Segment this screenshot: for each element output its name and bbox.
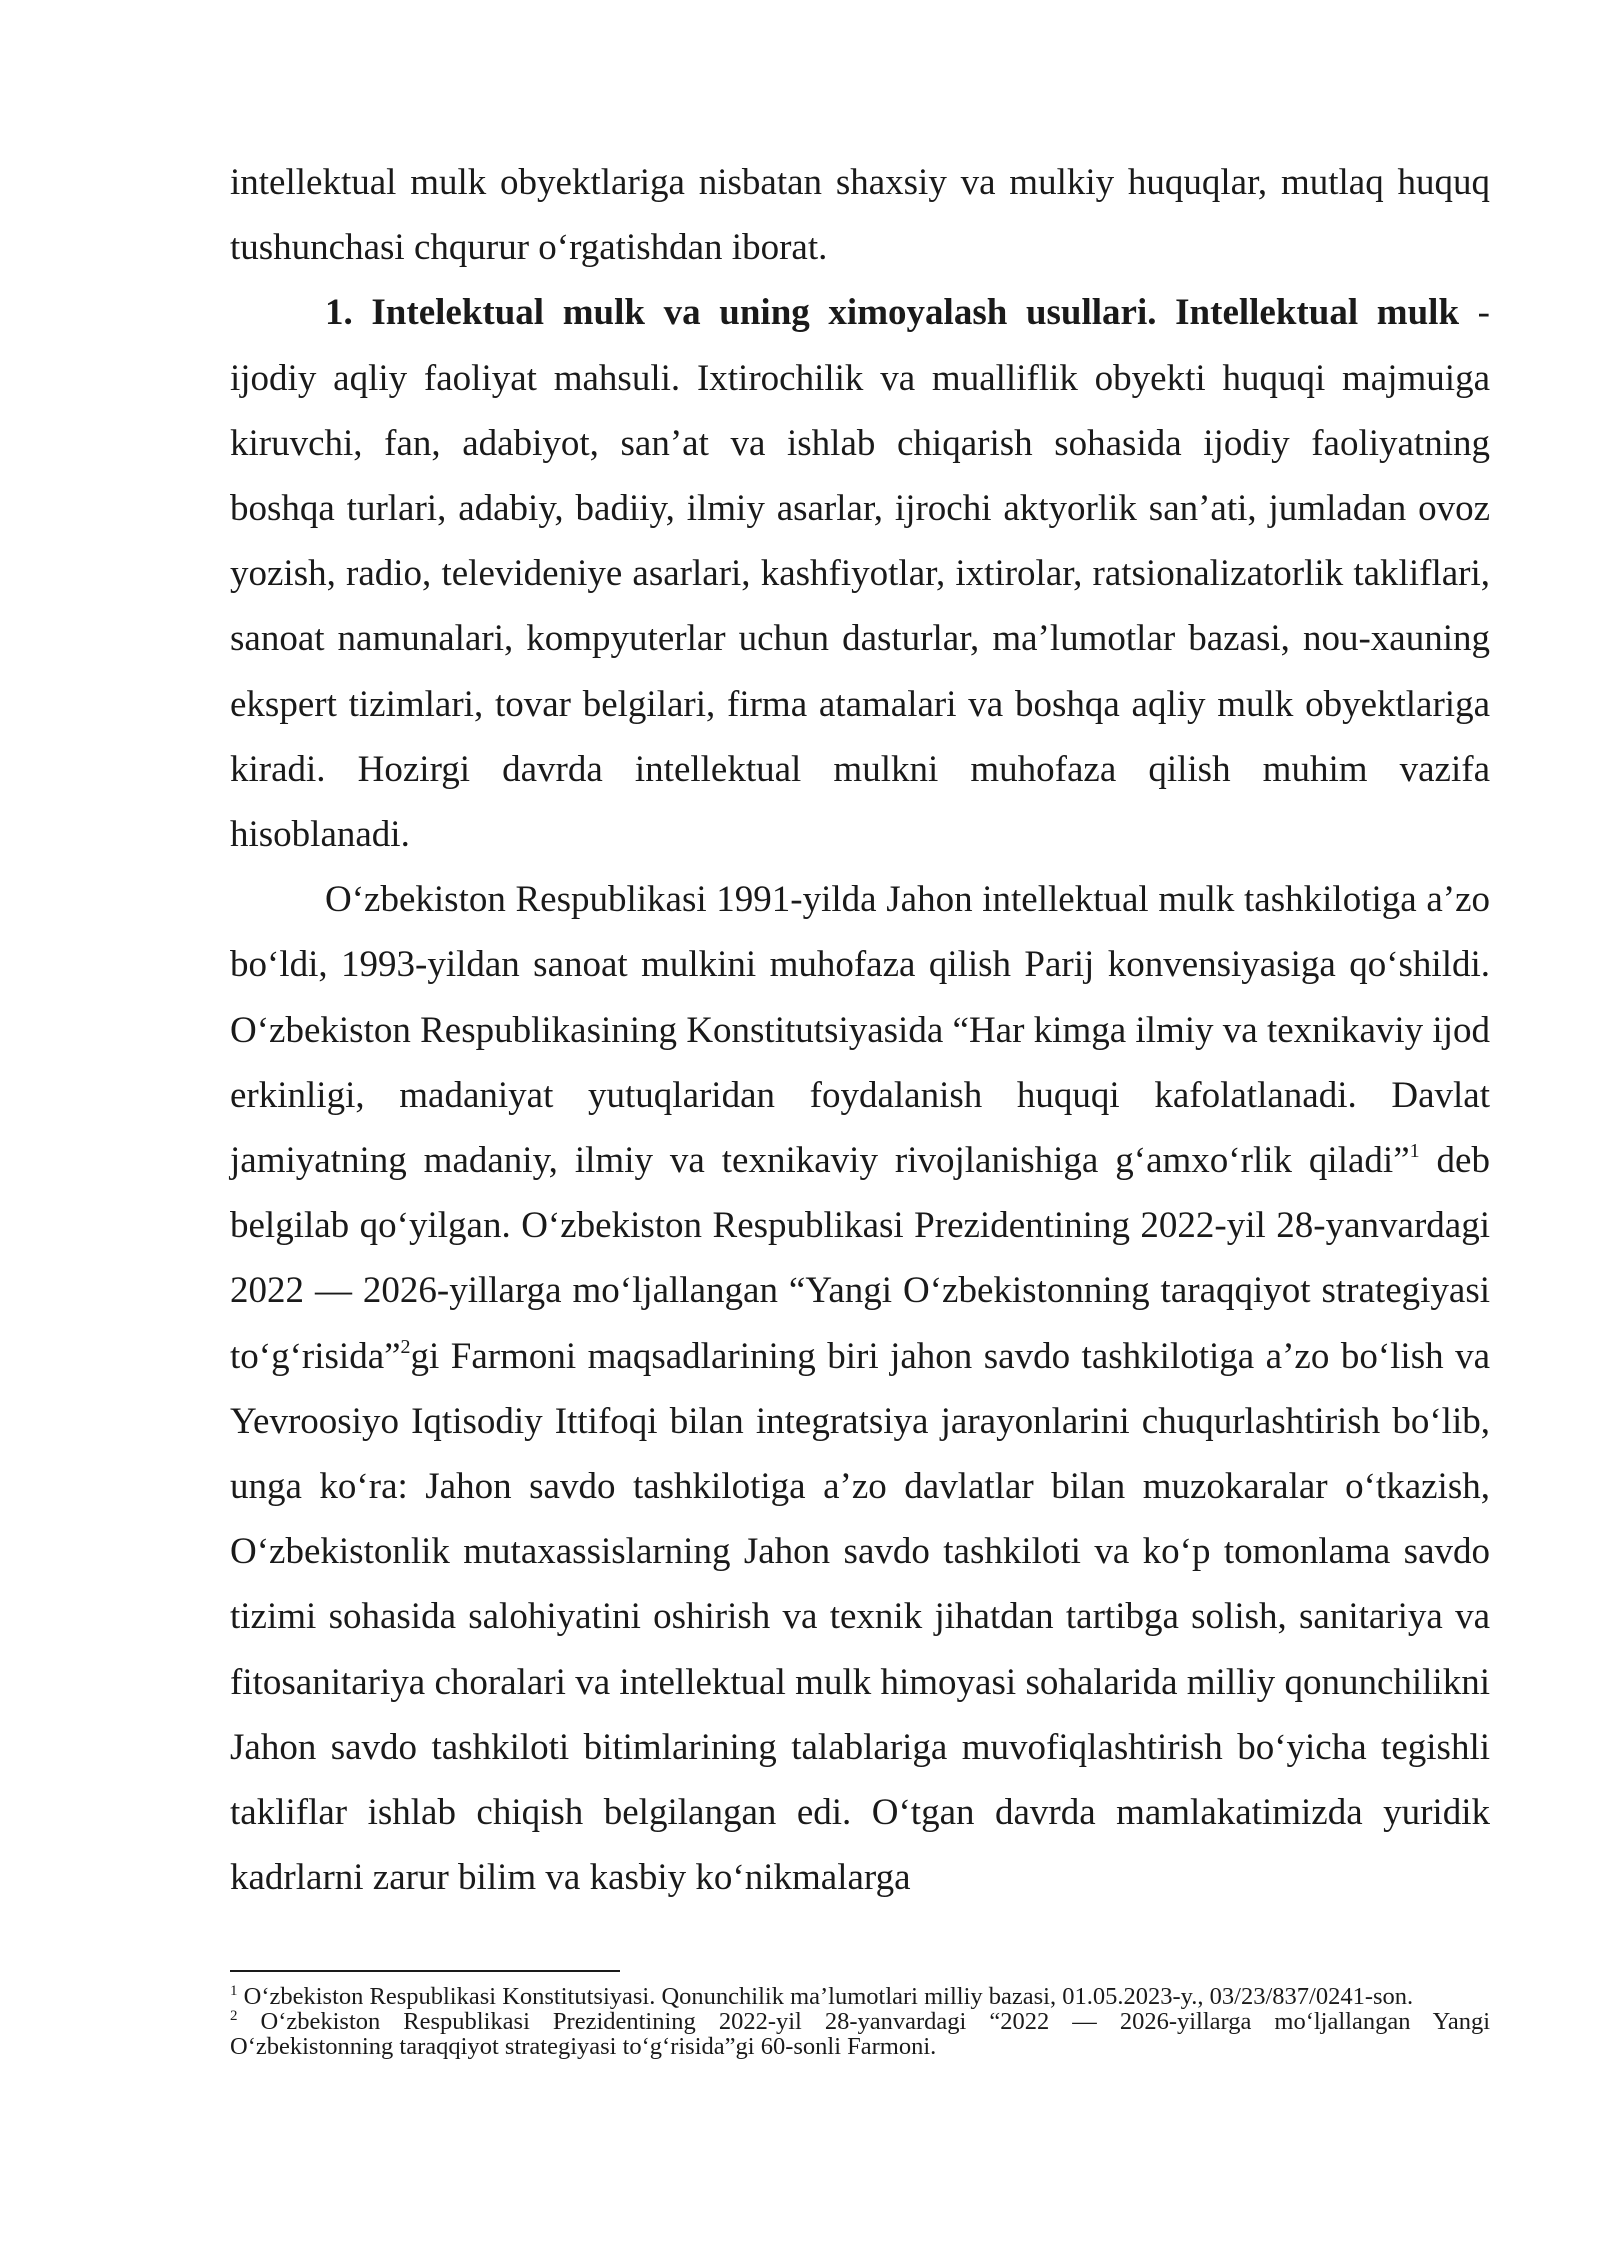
footnote-ref-1[interactable]: 1 [1409, 1140, 1420, 1163]
p2-text-3: gi Farmoni maqsadlarining biri jahon savdo tashkilotiga a’zo boʻlish va Yevroosiyo Iqtisodiy Ittifoqi bilan integratsiya jarayonlarini chuqurlashtirish boʻlib, unga koʻra: Jahon savdo tashkilotiga a’zo davlatlar bilan muzokaralar oʻtkazish, Oʻzbekistonlik mutaxassislarning Jahon savdo tashkiloti va koʻp tomonlama savdo tizimi sohasida salohiyatini oshirish va texnik jihatdan tartibga solish, sanitariya va fitosanitariya choralari va intellektual mulk himoyasi sohalarida milliy qonunchilikni Jahon savdo tashkiloti bitimlarining talablariga muvofiqlashtirish boʻyicha tegishli takliflar ishlab chiqish belgilangan edi. Oʻtgan davrda mamlakatimizda yuridik kadrlarni zarur bilim va kasbiy koʻnikmalarga [230, 1335, 1490, 1899]
footnote-1-text: Oʻzbekiston Respublikasi Konstitutsiyasi. Qonunchilik ma’lumotlari milliy bazasi, 01.05.2023-y., 03/23/837/0241-son. [237, 1983, 1414, 2010]
section1-paragraph [230, 280, 1490, 867]
footnote-1-mark: 1 [230, 1983, 238, 1999]
p2-text-2: deb belgilab qoʻyilgan. Oʻzbekiston Respublikasi Prezidentining 2022-yil 28-yanvardagi 2022 — 2026-yillarga moʻljallangan “Yangi Oʻzbekistonning taraqqiyot strategiyasi toʻgʻrisida” [230, 1140, 1490, 1377]
document-body [230, 150, 1490, 1910]
footnote-2 [230, 2009, 1490, 2059]
footnotes [230, 1970, 1490, 2059]
intro-paragraph [230, 150, 1490, 280]
footnote-1 [230, 1984, 1490, 2009]
footnote-2-mark: 2 [230, 2008, 238, 2024]
paragraph-2 [230, 867, 1490, 1910]
footnote-separator [230, 1970, 620, 1972]
footnote-2-text: Oʻzbekiston Respublikasi Prezidentining 2022-yil 28-yanvardagi “2022 — 2026-yillarga moʻljallangan Yangi Oʻzbekistonning taraqqiyot strategiyasi toʻgʻrisida”gi 60-sonli Farmoni. [230, 2008, 1490, 2060]
footnote-ref-2[interactable]: 2 [400, 1335, 411, 1358]
p2-text-1: Oʻzbekiston Respublikasi 1991-yilda Jahon intellektual mulk tashkilotiga a’zo boʻldi, 1993-yildan sanoat mulkini muhofaza qilish Parij konvensiyasiga qoʻshildi. Oʻzbekiston Respublikasining Konstitutsiyasida “Har kimga ilmiy va texnikaviy ijod erkinligi, madaniyat yutuqlaridan foydalanish huquqi kafolatlanadi. Davlat jamiyatning madaniy, ilmiy va texnikaviy rivojlanishiga gʻamxoʻrlik qiladi” [230, 879, 1490, 1182]
section1-heading: 1. Intelektual mulk va uning ximoyalash usullari. Intellektual mulk [325, 292, 1460, 334]
intro-text: intellektual mulk obyektlariga nisbatan shaxsiy va mulkiy huquqlar, mutlaq huquq tushunchasi chqurur oʻrgatishdan iborat. [230, 162, 1490, 269]
section1-text: - ijodiy aqliy faoliyat mahsuli. Ixtirochilik va mualliflik obyekti huquqi majmuiga kiruvchi, fan, adabiyot, san’at va ishlab chiqarish sohasida ijodiy faoliyatning boshqa turlari, adabiy, badiiy, ilmiy asarlar, ijrochi aktyorlik san’ati, jumladan ovoz yozish, radio, televideniye asarlari, kashfiyotlar, ixtirolar, ratsionalizatorlik takliflari, sanoat namunalari, kompyuterlar uchun dasturlar, ma’lumotlar bazasi, nou-xauning ekspert tizimlari, tovar belgilari, firma atamalari va boshqa aqliy mulk obyektlariga kiradi. Hozirgi davrda intellektual mulkni muhofaza qilish muhim vazifa hisoblanadi. [230, 292, 1491, 856]
